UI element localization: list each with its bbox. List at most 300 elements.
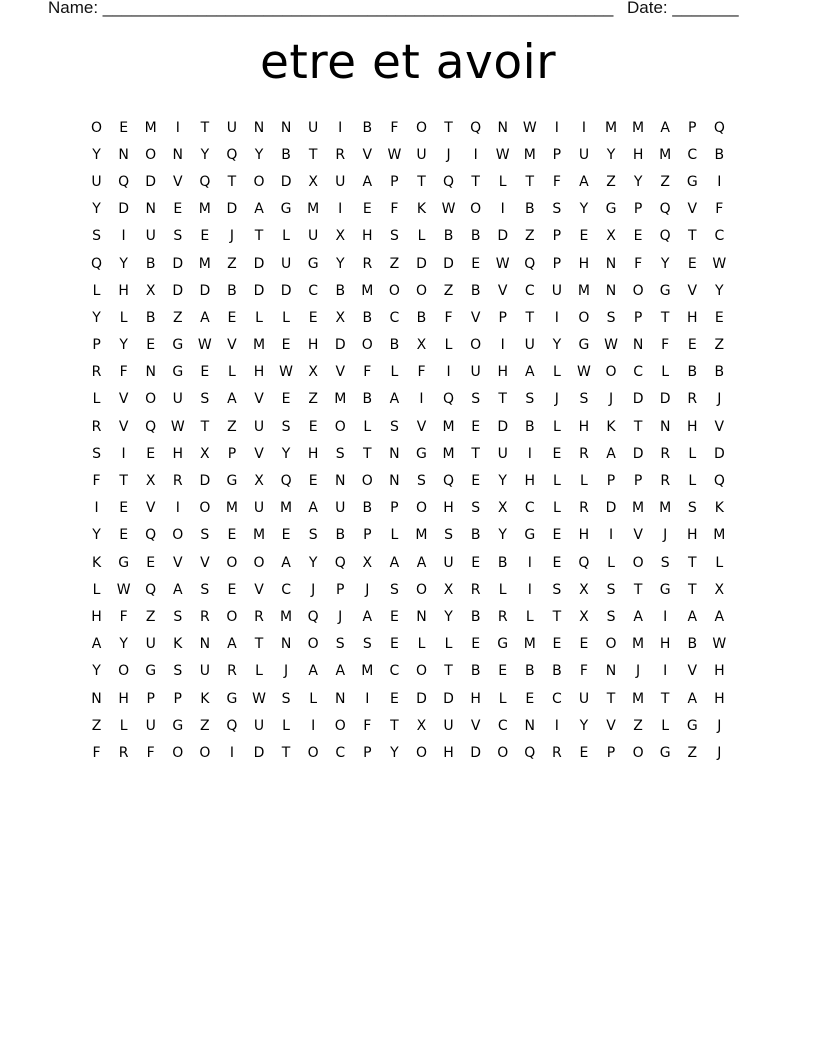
grid-letter[interactable]: G — [686, 173, 698, 190]
grid-letter[interactable]: V — [470, 309, 481, 326]
grid-letter[interactable]: G — [307, 255, 319, 272]
grid-letter[interactable]: E — [146, 554, 156, 571]
grid-letter[interactable]: C — [308, 282, 319, 299]
grid-letter[interactable]: N — [280, 119, 292, 136]
grid-letter[interactable]: G — [145, 663, 157, 680]
grid-letter[interactable]: S — [92, 228, 101, 245]
grid-letter[interactable]: Q — [226, 717, 238, 734]
grid-letter[interactable]: Q — [145, 418, 157, 435]
grid-letter[interactable]: F — [119, 608, 128, 625]
grid-letter[interactable]: M — [144, 119, 157, 136]
grid-letter[interactable]: G — [226, 690, 238, 707]
grid-letter[interactable]: P — [498, 309, 507, 326]
grid-letter[interactable]: U — [443, 717, 454, 734]
grid-letter[interactable]: B — [227, 282, 237, 299]
grid-letter[interactable]: M — [198, 255, 211, 272]
grid-letter[interactable]: P — [390, 500, 399, 517]
grid-letter[interactable]: B — [714, 146, 725, 163]
grid-letter[interactable]: C — [281, 581, 291, 598]
grid-letter[interactable]: A — [579, 173, 589, 190]
grid-letter[interactable]: N — [497, 119, 508, 136]
grid-letter[interactable]: L — [390, 364, 399, 381]
grid-letter[interactable]: D — [497, 418, 509, 435]
grid-letter[interactable]: L — [390, 527, 399, 544]
grid-letter[interactable]: H — [307, 337, 319, 354]
grid-letter[interactable]: V — [687, 282, 698, 299]
grid-letter[interactable]: G — [172, 337, 184, 354]
grid-letter[interactable]: R — [91, 364, 102, 381]
grid-letter[interactable]: R — [227, 663, 237, 680]
grid-letter[interactable]: L — [309, 690, 318, 707]
grid-letter[interactable]: N — [172, 146, 184, 163]
grid-letter[interactable]: G — [659, 744, 671, 761]
grid-letter[interactable]: S — [173, 228, 183, 245]
grid-letter[interactable]: M — [659, 500, 672, 517]
grid-letter[interactable]: Y — [92, 201, 101, 218]
grid-letter[interactable]: U — [253, 500, 265, 517]
grid-letter[interactable]: D — [470, 744, 482, 761]
grid-letter[interactable]: I — [94, 500, 99, 517]
grid-letter[interactable]: A — [172, 581, 183, 598]
grid-letter[interactable]: N — [253, 119, 265, 136]
grid-letter[interactable]: A — [606, 445, 616, 462]
grid-letter[interactable]: E — [200, 228, 210, 245]
grid-letter[interactable]: O — [226, 608, 238, 625]
grid-letter[interactable]: V — [416, 418, 427, 435]
grid-letter[interactable]: L — [417, 636, 426, 653]
grid-letter[interactable]: Y — [92, 527, 101, 544]
grid-letter[interactable]: B — [416, 309, 427, 326]
grid-letter[interactable]: P — [633, 201, 643, 218]
grid-letter[interactable]: D — [172, 282, 184, 299]
grid-letter[interactable]: S — [335, 636, 345, 653]
grid-letter[interactable]: Z — [606, 173, 616, 190]
grid-letter[interactable]: B — [687, 636, 698, 653]
grid-letter[interactable]: V — [606, 717, 616, 734]
grid-letter[interactable]: O — [632, 744, 644, 761]
grid-letter[interactable]: R — [497, 608, 508, 625]
grid-letter[interactable]: F — [92, 744, 101, 761]
grid-letter[interactable]: B — [362, 309, 373, 326]
grid-letter[interactable]: R — [470, 581, 481, 598]
grid-letter[interactable]: E — [579, 228, 589, 245]
grid-letter[interactable]: S — [471, 391, 481, 408]
grid-letter[interactable]: F — [579, 663, 588, 680]
grid-letter[interactable]: U — [308, 228, 319, 245]
grid-letter[interactable]: L — [498, 581, 507, 598]
grid-letter[interactable]: M — [604, 119, 618, 136]
grid-letter[interactable]: A — [389, 391, 400, 408]
grid-letter[interactable]: O — [605, 364, 617, 381]
grid-letter[interactable]: T — [200, 119, 210, 136]
grid-letter[interactable]: U — [443, 554, 454, 571]
grid-letter[interactable]: E — [633, 228, 643, 245]
grid-letter[interactable]: B — [497, 554, 508, 571]
grid-letter[interactable]: S — [389, 228, 399, 245]
grid-letter[interactable]: V — [714, 418, 725, 435]
grid-letter[interactable]: V — [145, 500, 156, 517]
grid-letter[interactable]: P — [363, 527, 372, 544]
grid-letter[interactable]: J — [608, 391, 614, 408]
grid-letter[interactable]: M — [225, 500, 238, 517]
grid-letter[interactable]: S — [417, 473, 426, 490]
grid-letter[interactable]: K — [173, 636, 183, 653]
grid-letter[interactable]: V — [172, 554, 183, 571]
grid-letter[interactable]: V — [118, 418, 129, 435]
grid-letter[interactable]: T — [552, 608, 562, 625]
grid-letter[interactable]: H — [443, 744, 454, 761]
grid-letter[interactable]: N — [335, 690, 346, 707]
grid-letter[interactable]: H — [470, 690, 481, 707]
grid-letter[interactable]: U — [226, 119, 238, 136]
grid-letter[interactable]: Q — [226, 146, 238, 163]
grid-letter[interactable]: N — [280, 636, 292, 653]
grid-letter[interactable]: I — [229, 744, 234, 761]
grid-letter[interactable]: B — [524, 663, 535, 680]
grid-letter[interactable]: H — [659, 636, 671, 653]
grid-letter[interactable]: P — [363, 744, 372, 761]
grid-letter[interactable]: P — [552, 146, 562, 163]
grid-letter[interactable]: U — [145, 636, 156, 653]
grid-letter[interactable]: W — [712, 636, 727, 653]
grid-letter[interactable]: E — [579, 744, 589, 761]
grid-letter[interactable]: H — [172, 445, 184, 462]
date-field-label[interactable]: Date: _______ — [627, 0, 739, 17]
grid-letter[interactable]: D — [145, 173, 157, 190]
grid-letter[interactable]: M — [361, 663, 374, 680]
grid-letter[interactable]: P — [606, 744, 616, 761]
grid-letter[interactable]: H — [118, 690, 129, 707]
grid-letter[interactable]: F — [92, 473, 101, 490]
grid-letter[interactable]: I — [446, 364, 451, 381]
grid-letter[interactable]: Q — [443, 173, 455, 190]
grid-letter[interactable]: T — [363, 445, 372, 462]
grid-letter[interactable]: V — [172, 173, 183, 190]
grid-letter[interactable]: R — [579, 500, 589, 517]
grid-letter[interactable]: O — [415, 500, 427, 517]
grid-letter[interactable]: X — [416, 337, 427, 354]
grid-letter[interactable]: D — [280, 173, 292, 190]
grid-letter[interactable]: R — [199, 608, 210, 625]
grid-letter[interactable]: S — [687, 500, 697, 517]
grid-letter[interactable]: B — [443, 228, 454, 245]
grid-letter[interactable]: R — [172, 473, 183, 490]
grid-letter[interactable]: S — [173, 663, 183, 680]
grid-letter[interactable]: O — [172, 744, 184, 761]
grid-letter[interactable]: E — [362, 201, 372, 218]
grid-letter[interactable]: G — [172, 364, 184, 381]
grid-letter[interactable]: N — [416, 608, 427, 625]
grid-letter[interactable]: D — [199, 473, 211, 490]
grid-letter[interactable]: Y — [308, 554, 318, 571]
grid-letter[interactable]: Y — [552, 337, 562, 354]
grid-letter[interactable]: Q — [91, 255, 103, 272]
grid-letter[interactable]: T — [525, 309, 535, 326]
grid-letter[interactable]: N — [605, 663, 617, 680]
grid-letter[interactable]: S — [389, 418, 399, 435]
grid-letter[interactable]: U — [497, 445, 508, 462]
grid-letter[interactable]: Y — [335, 255, 345, 272]
grid-letter[interactable]: B — [145, 255, 156, 272]
grid-letter[interactable]: S — [281, 418, 291, 435]
grid-letter[interactable]: E — [119, 527, 129, 544]
grid-letter[interactable]: L — [444, 337, 453, 354]
grid-letter[interactable]: N — [632, 337, 644, 354]
grid-letter[interactable]: R — [362, 255, 373, 272]
grid-letter[interactable]: P — [633, 473, 643, 490]
grid-letter[interactable]: F — [390, 119, 399, 136]
grid-letter[interactable]: T — [281, 744, 291, 761]
grid-letter[interactable]: X — [497, 500, 508, 517]
grid-letter[interactable]: S — [308, 527, 318, 544]
grid-letter[interactable]: Y — [715, 282, 724, 299]
grid-letter[interactable]: Q — [443, 391, 455, 408]
grid-letter[interactable]: G — [280, 201, 292, 218]
grid-letter[interactable]: Q — [524, 255, 536, 272]
grid-letter[interactable]: Q — [443, 473, 455, 490]
grid-letter[interactable]: N — [524, 717, 536, 734]
grid-letter[interactable]: R — [91, 418, 102, 435]
grid-letter[interactable]: P — [227, 445, 237, 462]
grid-letter[interactable]: L — [255, 309, 263, 326]
grid-letter[interactable]: D — [253, 744, 265, 761]
grid-letter[interactable]: C — [497, 717, 508, 734]
grid-letter[interactable]: J — [717, 744, 722, 761]
grid-letter[interactable]: T — [444, 119, 453, 136]
grid-letter[interactable]: L — [552, 500, 561, 517]
grid-letter[interactable]: V — [118, 391, 129, 408]
grid-letter[interactable]: Q — [713, 473, 725, 490]
grid-letter[interactable]: E — [227, 309, 237, 326]
grid-letter[interactable]: A — [200, 309, 210, 326]
grid-letter[interactable]: U — [524, 337, 535, 354]
grid-letter[interactable]: A — [91, 636, 102, 653]
grid-letter[interactable]: M — [361, 282, 374, 299]
grid-letter[interactable]: H — [686, 527, 698, 544]
grid-letter[interactable]: D — [226, 201, 238, 218]
grid-letter[interactable]: P — [146, 690, 155, 707]
grid-letter[interactable]: I — [527, 581, 532, 598]
grid-letter[interactable]: Y — [92, 309, 101, 326]
grid-letter[interactable]: W — [387, 146, 402, 163]
grid-letter[interactable]: O — [199, 500, 211, 517]
grid-letter[interactable]: H — [686, 418, 698, 435]
grid-letter[interactable]: B — [335, 527, 346, 544]
grid-letter[interactable]: O — [605, 636, 617, 653]
grid-letter[interactable]: Q — [145, 581, 157, 598]
grid-letter[interactable]: Y — [119, 636, 128, 653]
grid-letter[interactable]: T — [390, 717, 399, 734]
grid-letter[interactable]: M — [442, 445, 455, 462]
grid-letter[interactable]: L — [119, 309, 128, 326]
grid-letter[interactable]: E — [389, 636, 399, 653]
grid-letter[interactable]: I — [663, 663, 668, 680]
grid-letter[interactable]: T — [687, 554, 697, 571]
grid-letter[interactable]: I — [581, 119, 587, 136]
grid-letter[interactable]: T — [498, 391, 507, 408]
grid-letter[interactable]: Z — [660, 173, 670, 190]
grid-letter[interactable]: D — [632, 445, 644, 462]
grid-letter[interactable]: J — [446, 146, 451, 163]
grid-letter[interactable]: I — [121, 445, 126, 462]
grid-letter[interactable]: F — [119, 364, 128, 381]
grid-letter[interactable]: T — [254, 228, 264, 245]
grid-letter[interactable]: O — [253, 173, 265, 190]
grid-letter[interactable]: I — [554, 309, 559, 326]
grid-letter[interactable]: E — [146, 337, 156, 354]
grid-letter[interactable]: K — [200, 690, 210, 707]
grid-letter[interactable]: E — [308, 309, 318, 326]
grid-letter[interactable]: Q — [334, 554, 346, 571]
grid-letter[interactable]: I — [473, 146, 478, 163]
grid-letter[interactable]: Y — [390, 744, 399, 761]
grid-letter[interactable]: L — [580, 473, 588, 490]
grid-letter[interactable]: X — [443, 581, 454, 598]
grid-letter[interactable]: A — [525, 364, 535, 381]
grid-letter[interactable]: X — [254, 473, 264, 490]
grid-letter[interactable]: J — [717, 717, 722, 734]
grid-letter[interactable]: N — [605, 282, 617, 299]
grid-letter[interactable]: Z — [172, 309, 183, 326]
grid-letter[interactable]: I — [419, 391, 424, 408]
grid-letter[interactable]: N — [199, 636, 211, 653]
grid-letter[interactable]: U — [145, 717, 156, 734]
grid-letter[interactable]: W — [197, 337, 212, 354]
grid-letter[interactable]: A — [335, 663, 346, 680]
grid-letter[interactable]: H — [253, 364, 265, 381]
grid-letter[interactable]: O — [361, 473, 373, 490]
grid-letter[interactable]: T — [119, 473, 128, 490]
grid-letter[interactable]: H — [578, 527, 590, 544]
grid-letter[interactable]: E — [471, 473, 481, 490]
grid-letter[interactable]: O — [578, 309, 590, 326]
grid-letter[interactable]: Z — [227, 418, 237, 435]
grid-letter[interactable]: D — [199, 282, 211, 299]
grid-letter[interactable]: E — [552, 636, 562, 653]
grid-letter[interactable]: H — [524, 473, 536, 490]
grid-letter[interactable]: U — [308, 119, 319, 136]
grid-letter[interactable]: Q — [659, 228, 671, 245]
grid-letter[interactable]: I — [527, 445, 532, 462]
grid-letter[interactable]: E — [173, 201, 183, 218]
grid-letter[interactable]: S — [579, 391, 589, 408]
grid-letter[interactable]: K — [91, 554, 102, 571]
grid-letter[interactable]: E — [687, 337, 697, 354]
grid-letter[interactable]: N — [91, 690, 102, 707]
grid-letter[interactable]: X — [335, 309, 346, 326]
grid-letter[interactable]: O — [415, 282, 427, 299]
grid-letter[interactable]: A — [714, 608, 725, 625]
grid-letter[interactable]: T — [660, 690, 670, 707]
grid-letter[interactable]: O — [415, 581, 427, 598]
grid-letter[interactable]: Z — [145, 608, 156, 625]
grid-letter[interactable]: X — [145, 282, 156, 299]
grid-letter[interactable]: Y — [92, 663, 101, 680]
grid-letter[interactable]: F — [363, 364, 372, 381]
grid-letter[interactable]: T — [660, 309, 670, 326]
grid-letter[interactable]: D — [118, 201, 129, 218]
grid-letter[interactable]: M — [632, 636, 645, 653]
grid-letter[interactable]: L — [92, 581, 101, 598]
grid-letter[interactable]: J — [229, 228, 234, 245]
grid-letter[interactable]: T — [687, 581, 697, 598]
grid-letter[interactable]: V — [687, 201, 698, 218]
grid-letter[interactable]: U — [145, 228, 156, 245]
grid-letter[interactable]: V — [633, 527, 643, 544]
grid-letter[interactable]: S — [471, 500, 481, 517]
grid-letter[interactable]: D — [172, 255, 184, 272]
grid-letter[interactable]: B — [389, 337, 400, 354]
grid-letter[interactable]: B — [524, 201, 535, 218]
grid-letter[interactable]: S — [281, 690, 291, 707]
grid-letter[interactable]: E — [525, 690, 535, 707]
grid-letter[interactable]: E — [552, 554, 562, 571]
grid-letter[interactable]: S — [660, 554, 670, 571]
grid-letter[interactable]: O — [172, 527, 184, 544]
grid-letter[interactable]: R — [254, 608, 264, 625]
grid-letter[interactable]: N — [145, 364, 156, 381]
grid-letter[interactable]: R — [552, 744, 562, 761]
grid-letter[interactable]: B — [145, 309, 156, 326]
grid-letter[interactable]: F — [390, 201, 399, 218]
grid-letter[interactable]: D — [253, 255, 265, 272]
grid-letter[interactable]: S — [362, 636, 372, 653]
grid-letter[interactable]: M — [334, 391, 347, 408]
grid-letter[interactable]: U — [551, 282, 562, 299]
grid-letter[interactable]: N — [118, 146, 129, 163]
grid-letter[interactable]: N — [389, 473, 400, 490]
grid-letter[interactable]: B — [524, 418, 535, 435]
grid-letter[interactable]: S — [92, 445, 101, 462]
grid-letter[interactable]: L — [282, 309, 290, 326]
grid-letter[interactable]: I — [311, 717, 316, 734]
grid-letter[interactable]: E — [308, 473, 318, 490]
grid-letter[interactable]: M — [523, 636, 536, 653]
grid-letter[interactable]: D — [605, 500, 617, 517]
grid-letter[interactable]: Q — [524, 744, 536, 761]
grid-letter[interactable]: R — [660, 473, 671, 490]
grid-letter[interactable]: H — [497, 364, 508, 381]
grid-letter[interactable]: P — [606, 473, 616, 490]
grid-letter[interactable]: B — [714, 364, 725, 381]
grid-letter[interactable]: R — [687, 391, 698, 408]
grid-letter[interactable]: E — [552, 527, 562, 544]
grid-letter[interactable]: E — [471, 255, 481, 272]
grid-letter[interactable]: D — [659, 391, 671, 408]
grid-letter[interactable]: A — [687, 608, 698, 625]
grid-letter[interactable]: L — [552, 418, 561, 435]
grid-letter[interactable]: J — [663, 527, 668, 544]
grid-letter[interactable]: Q — [118, 173, 130, 190]
grid-letter[interactable]: L — [228, 364, 236, 381]
grid-letter[interactable]: S — [200, 581, 210, 598]
grid-letter[interactable]: H — [307, 445, 319, 462]
grid-letter[interactable]: D — [713, 445, 725, 462]
grid-letter[interactable]: M — [659, 146, 672, 163]
grid-letter[interactable]: V — [254, 581, 264, 598]
grid-letter[interactable]: B — [281, 146, 291, 163]
grid-letter[interactable]: O — [388, 282, 400, 299]
grid-letter[interactable]: K — [416, 201, 427, 218]
grid-letter[interactable]: E — [281, 337, 291, 354]
grid-letter[interactable]: X — [308, 173, 318, 190]
grid-letter[interactable]: T — [254, 636, 264, 653]
grid-letter[interactable]: S — [444, 527, 453, 544]
grid-letter[interactable]: U — [578, 690, 590, 707]
grid-letter[interactable]: E — [227, 581, 237, 598]
grid-letter[interactable]: E — [146, 445, 156, 462]
grid-letter[interactable]: L — [119, 717, 128, 734]
